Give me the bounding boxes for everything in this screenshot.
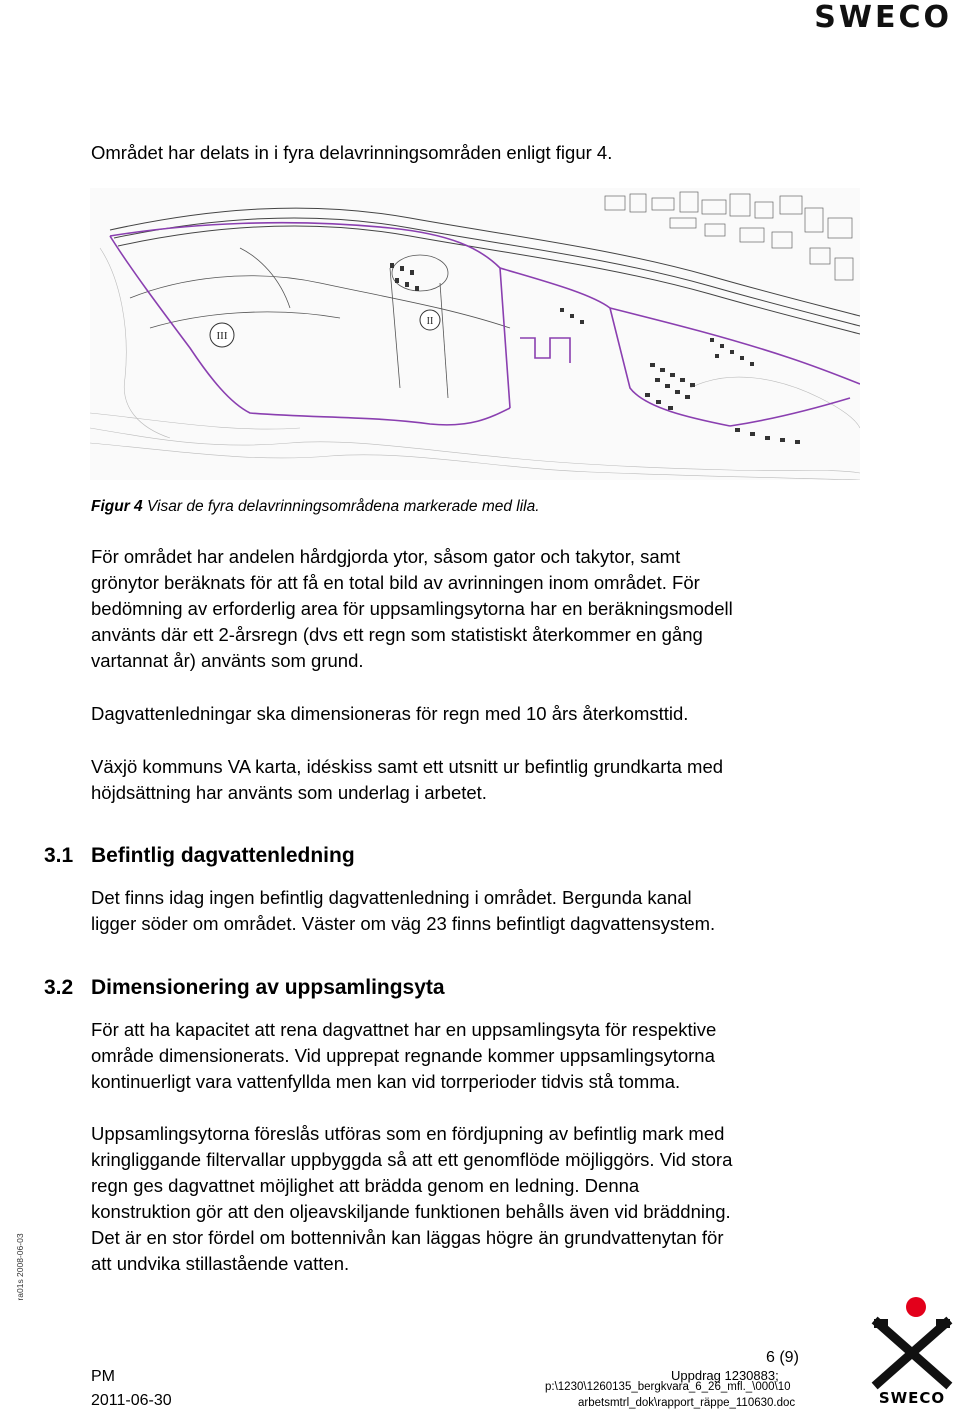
intro-paragraph: Området har delats in i fyra delavrinningsområden enligt figur 4. bbox=[91, 142, 613, 163]
file-path-line-2: arbetsmtrl_dok\rapport_räppe_110630.doc bbox=[578, 1397, 796, 1409]
section-number-3-2: 3.2 bbox=[44, 976, 74, 999]
section-number-3-1: 3.1 bbox=[44, 844, 74, 867]
section-3-1-body: Det finns idag ingen befintlig dagvattenledning i området. Bergunda kanal ligger söder om området. Väster om väg 23 finns befintligt dagvattensystem. bbox=[91, 887, 716, 934]
figure-caption-text: Visar de fyra delavrinningsområdena markerade med lila. bbox=[142, 498, 540, 515]
template-code: ra01s 2008-06-03 bbox=[15, 1233, 25, 1301]
paragraph-hardsurfaces: För området har andelen hårdgjorda ytor, såsom gator och takytor, samt grönytor beräknats för att få en total bild av avrinningen inom området. För bedömning av erforderlig area för uppsamlingsytorna har en beräkningsmodell använts där ett 2-årsregn (dvs ett regn som statistiskt återkommer en gång vartannat år) använts som grund. bbox=[91, 546, 733, 671]
figure-label: Figur 4 bbox=[91, 498, 143, 515]
assignment-number: Uppdrag 1230883; bbox=[671, 1368, 779, 1383]
paragraph-sources: Växjö kommuns VA karta, idéskiss samt ett utsnitt ur befintlig grundkarta med höjdsättning har använts som underlag i arbetet. bbox=[91, 756, 724, 803]
section-title-3-1: Befintlig dagvattenledning bbox=[91, 844, 355, 867]
section-3-2-paragraph-1: För att ha kapacitet att rena dagvattnet har en uppsamlingsyta för respektive område dimensionerats. Vid upprepat regnande kommer uppsamlingsytorna kontinuerligt vara vattenfyllda men kan vid torrperioder tidvis stå tomma. bbox=[91, 1019, 717, 1092]
paragraph-dimensioning: Dagvattenledningar ska dimensioneras för regn med 10 års återkomsttid. bbox=[91, 703, 689, 724]
sweco-logo-bottom: SWECO bbox=[878, 1389, 946, 1407]
section-3-2-paragraph-2: Uppsamlingsytorna föreslås utföras som en fördjupning av befintlig mark med kringliggande filtervallar uppbyggda så att ett genomflöde möjliggörs. Vid stora regn ges dagvattnet möjlighet att brädda genom en ledning. Denna konstruktion gör att den oljeavskiljande funktionen behålls även vid bräddning. Det är en stor fördel om bottennivån kan läggas högre än grundvattenytan för att undvika stillastående vatten. bbox=[91, 1123, 733, 1274]
document-type: PM bbox=[91, 1368, 115, 1385]
page-number: 6 (9) bbox=[766, 1349, 799, 1366]
sweco-logo-top: SWECO bbox=[814, 0, 952, 35]
document-date: 2011-06-30 bbox=[91, 1392, 172, 1409]
area-label-ii: II bbox=[426, 316, 434, 327]
figure-caption bbox=[91, 498, 540, 516]
file-path-line-1: p:\1230\1260135_bergkvara_6_26_mfl._\000\10 bbox=[545, 1381, 791, 1393]
area-label-iii: III bbox=[216, 330, 228, 342]
section-title-3-2: Dimensionering av uppsamlingsyta bbox=[91, 976, 445, 999]
site-map bbox=[90, 188, 860, 480]
